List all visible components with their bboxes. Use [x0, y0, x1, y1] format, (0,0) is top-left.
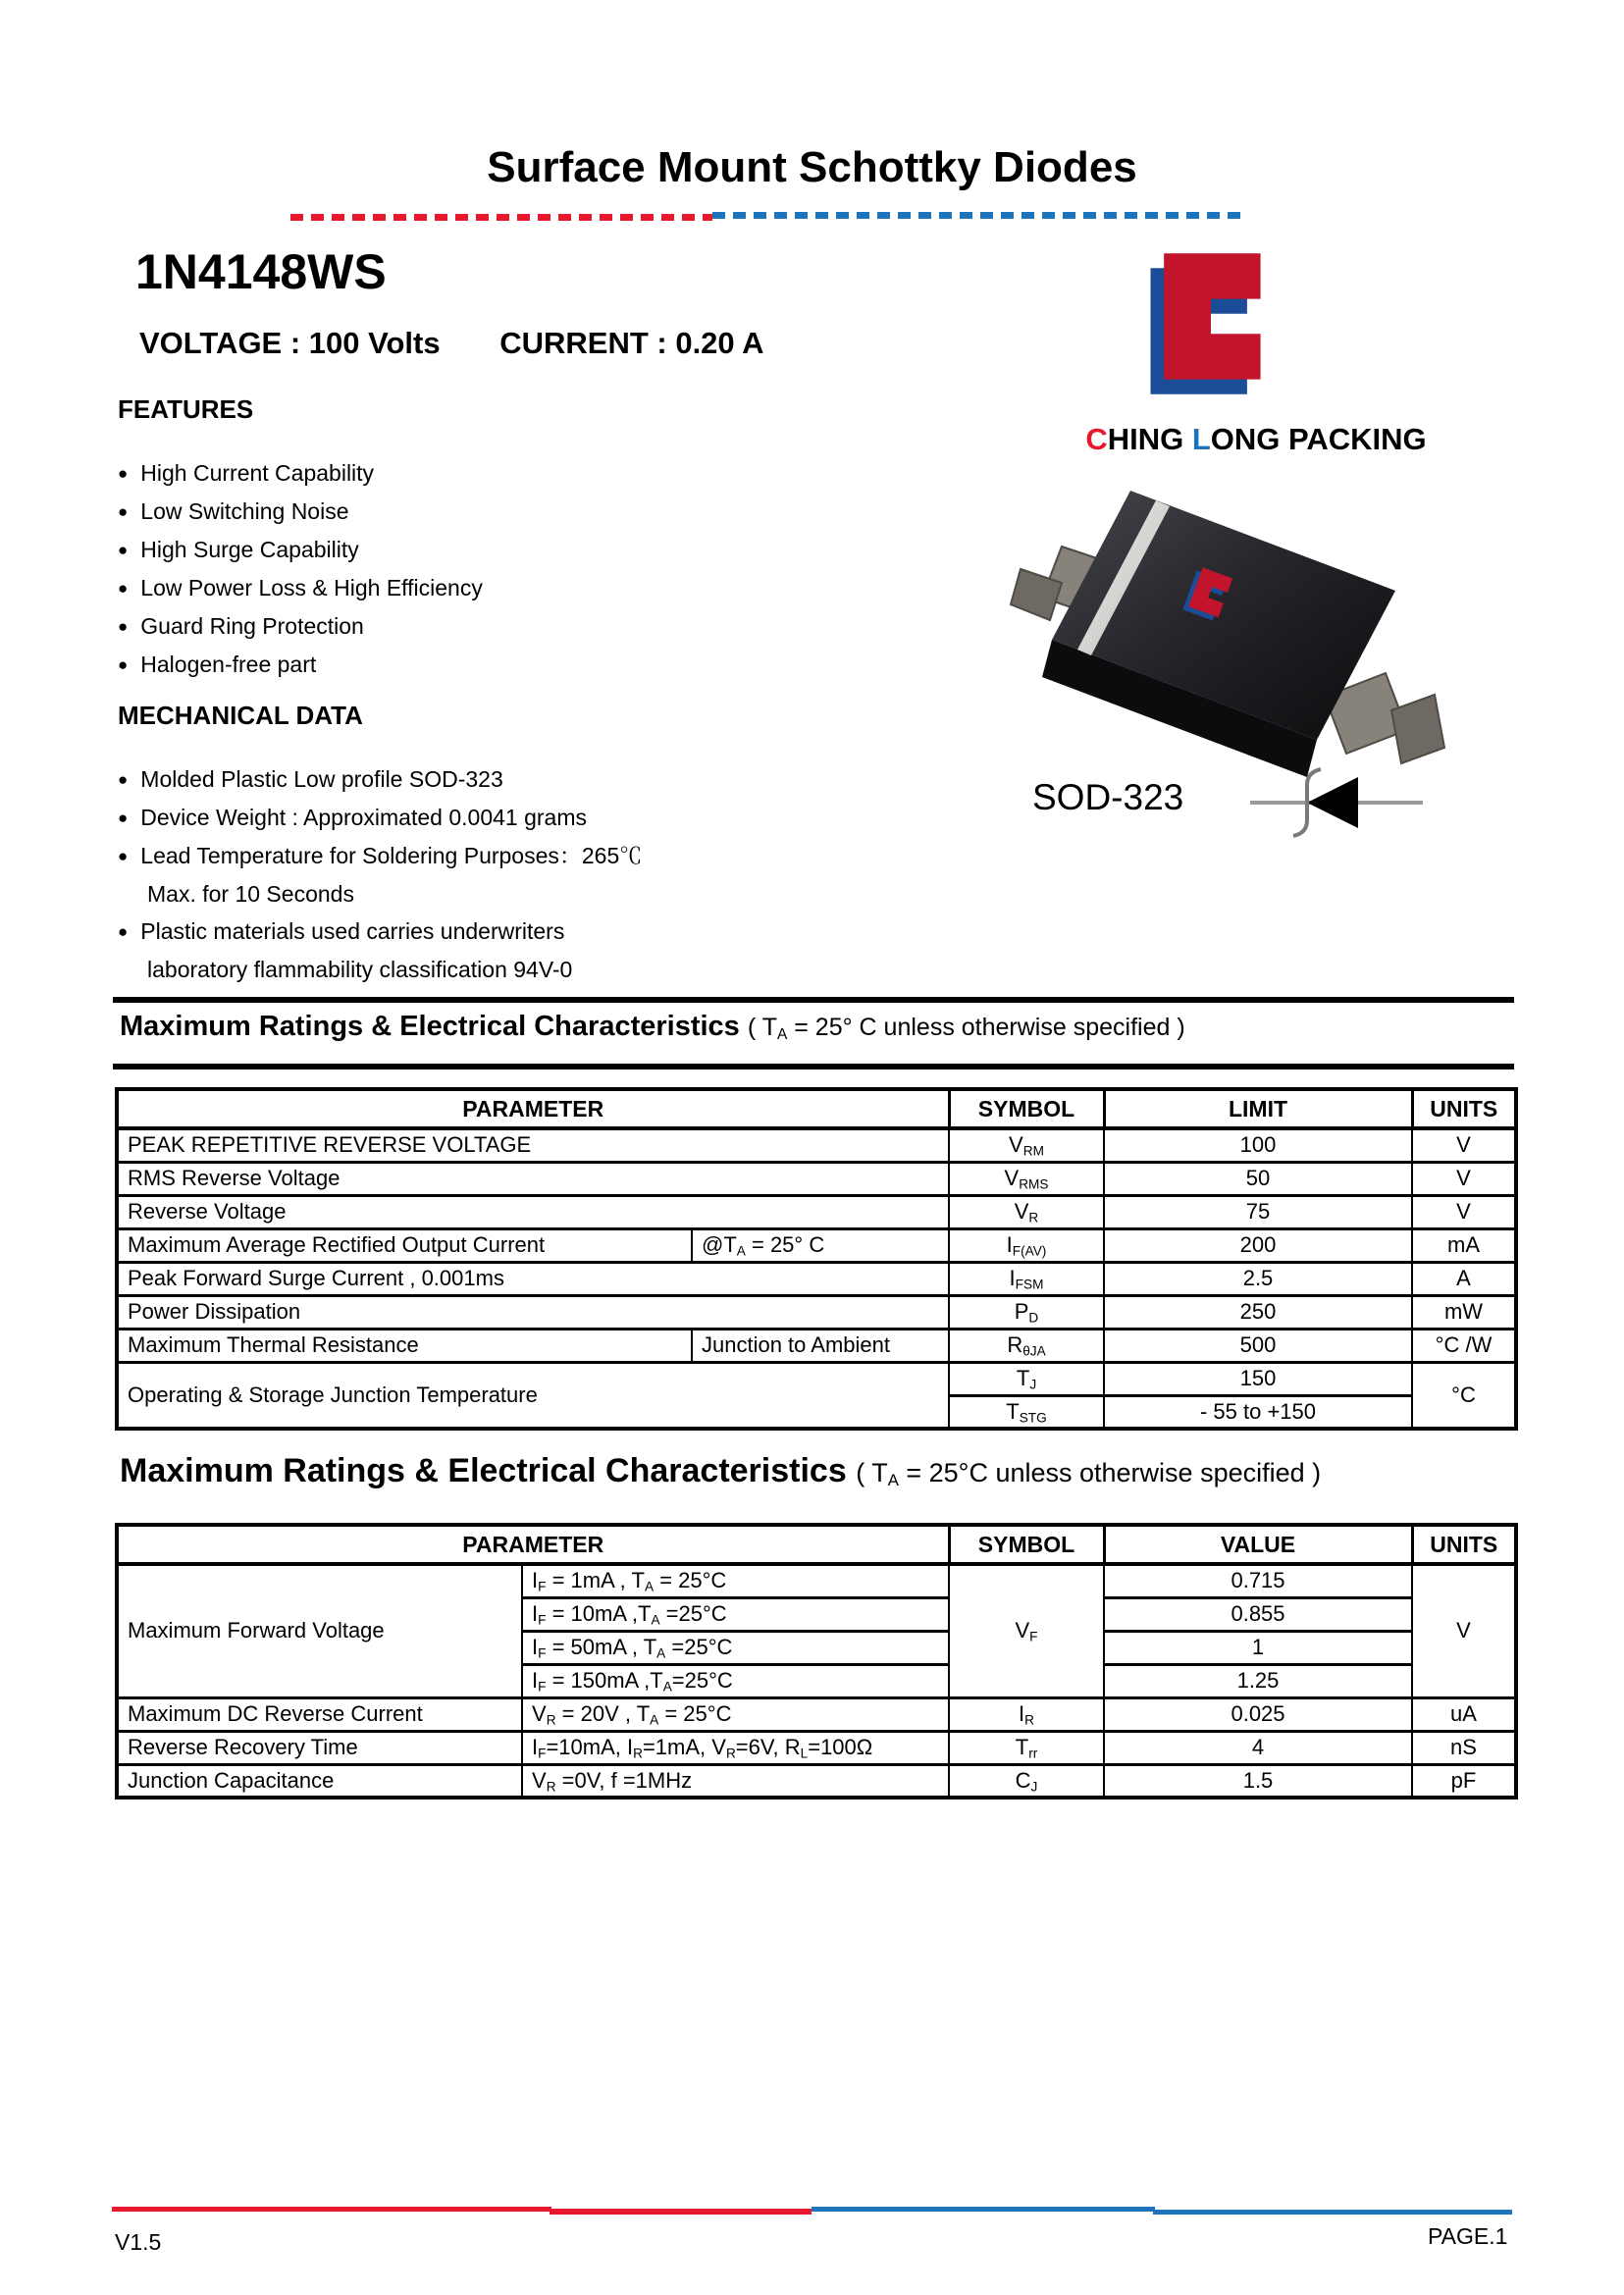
mechanical-title: MECHANICAL DATA	[118, 701, 363, 730]
units-cell: °C /W	[1412, 1329, 1516, 1362]
mechanical-item	[118, 837, 1001, 913]
col-header-units: UNITS	[1412, 1089, 1516, 1128]
features-list	[118, 454, 981, 684]
max-ratings-table	[115, 1087, 1514, 1431]
value-cell: 0.025	[1104, 1697, 1412, 1731]
footer-line-blue-step	[1153, 2210, 1512, 2215]
page-number: PAGE.1	[1428, 2223, 1508, 2249]
section2-title-text: Maximum Ratings & Electrical Characteristics	[120, 1452, 847, 1489]
brand-text-rest: ONG PACKING	[1210, 422, 1427, 456]
symbol-cell: $C_J$	[949, 1764, 1104, 1798]
mechanical-item-text: Lead Temperature for Soldering Purposes：265℃	[140, 843, 643, 868]
value-cell: 1.5	[1104, 1764, 1412, 1798]
footer-line-red	[112, 2207, 551, 2212]
symbol-cell: $P_D$	[949, 1295, 1104, 1329]
param-cell: Peak Forward Surge Current , 0.001ms	[117, 1262, 949, 1295]
feature-item: ● Guard Ring Protection	[118, 607, 981, 646]
brand-text: HING	[1107, 422, 1192, 456]
limit-cell: 2.5	[1104, 1262, 1412, 1295]
mechanical-item-cont: Max. for 10 Seconds	[147, 881, 354, 907]
symbol-cell: $T_{rr}$	[949, 1731, 1104, 1764]
logo-c-glyph	[1130, 241, 1291, 410]
units-cell: A	[1412, 1262, 1516, 1295]
param-cell: Maximum DC Reverse Current	[117, 1697, 522, 1731]
mechanical-data-section	[118, 701, 1001, 988]
table-row	[117, 1731, 1516, 1764]
param-cell: RMS Reverse Voltage	[117, 1162, 949, 1195]
underline-red-dashes	[290, 214, 712, 221]
schottky-diode-symbol-icon	[1248, 761, 1425, 848]
symbol-cell: $I_{F(AV)}$	[949, 1228, 1104, 1262]
param-cell: Maximum Thermal Resistance	[117, 1329, 692, 1362]
footer-line-red-step	[550, 2209, 812, 2215]
symbol-cell: $I_R$	[949, 1697, 1104, 1731]
units-cell: V	[1412, 1128, 1516, 1162]
section1-condition: ( $T_A = 25^\circ$ C unless otherwise specified )	[747, 1014, 1185, 1043]
brand-letter-c: C	[1085, 422, 1108, 456]
units-cell: uA	[1412, 1697, 1516, 1731]
units-cell: V	[1412, 1162, 1516, 1195]
limit-cell: 100	[1104, 1128, 1412, 1162]
table-header-row	[117, 1525, 1516, 1564]
symbol-cell: $V_F$	[949, 1564, 1104, 1697]
document-version: V1.5	[115, 2229, 162, 2255]
units-cell: mW	[1412, 1295, 1516, 1329]
section2-title	[120, 1452, 1321, 1490]
company-logo-icon	[1130, 241, 1291, 410]
brand-letter-l: L	[1191, 422, 1211, 456]
value-cell: 4	[1104, 1731, 1412, 1764]
table-row	[117, 1262, 1516, 1295]
package-name-label: SOD-323	[1032, 777, 1184, 817]
table-row	[117, 1195, 1516, 1228]
table-row	[117, 1564, 1516, 1597]
symbol-cell: $R_{\theta JA}$	[949, 1329, 1104, 1362]
value-cell: 0.715	[1104, 1564, 1412, 1597]
limit-cell: 200	[1104, 1228, 1412, 1262]
features-title: FEATURES	[118, 394, 254, 424]
param-cell: Junction Capacitance	[117, 1764, 522, 1798]
symbol-cell: $T_J$	[949, 1362, 1104, 1395]
condition-cell: $I_F=10mA$, $I_R=1mA$, $V_R=6V$, $R_L=100\Omega$	[522, 1731, 949, 1764]
col-header-limit: LIMIT	[1104, 1089, 1412, 1128]
condition-cell: Junction to Ambient	[692, 1329, 949, 1362]
feature-item: ● Low Power Loss & High Efficiency	[118, 569, 981, 607]
units-cell: V	[1412, 1564, 1516, 1697]
col-header-parameter: PARAMETER	[117, 1089, 949, 1128]
col-header-symbol: SYMBOL	[949, 1525, 1104, 1564]
voltage-rating: VOLTAGE : 100 Volts	[139, 326, 441, 360]
table-row	[117, 1162, 1516, 1195]
col-header-units: UNITS	[1412, 1525, 1516, 1564]
feature-item: ● Halogen-free part	[118, 646, 981, 684]
part-number: 1N4148WS	[135, 244, 387, 299]
electrical-characteristics-table	[115, 1523, 1514, 1799]
units-cell: V	[1412, 1195, 1516, 1228]
section2-condition: ( $T_A = 25^\circ C$ unless otherwise specified )	[856, 1458, 1322, 1490]
condition-cell: $I_F = 50mA$ , $T_A =25^\circ C$	[522, 1631, 949, 1664]
symbol-cell: $T_{STG}$	[949, 1395, 1104, 1429]
table-row	[117, 1362, 1516, 1395]
condition-cell: $V_R =0V$, f =1MHz	[522, 1764, 949, 1798]
mechanical-item-text: Plastic materials used carries underwriters	[140, 918, 565, 944]
condition-cell: $@T_A = 25^\circ$ C	[692, 1228, 949, 1262]
limit-cell: - 55 to +150	[1104, 1395, 1412, 1429]
feature-item: ● High Current Capability	[118, 454, 981, 493]
param-cell: Operating & Storage Junction Temperature	[117, 1362, 949, 1429]
mechanical-item-text: Molded Plastic Low profile SOD-323	[140, 766, 503, 792]
feature-item: ● Low Switching Noise	[118, 493, 981, 531]
symbol-cell: $I_{FSM}$	[949, 1262, 1104, 1295]
units-cell: nS	[1412, 1731, 1516, 1764]
current-rating: CURRENT : 0.20 A	[499, 326, 764, 360]
brand-name	[981, 422, 1531, 457]
units-cell: pF	[1412, 1764, 1516, 1798]
limit-cell: 75	[1104, 1195, 1412, 1228]
mechanical-list	[118, 760, 1001, 988]
package-photo	[1001, 453, 1452, 787]
section1-title	[120, 1011, 1185, 1043]
title-underline	[290, 212, 1247, 220]
symbol-cell: $V_{RM}$	[949, 1128, 1104, 1162]
underline-blue-dashes	[712, 212, 1247, 219]
units-cell: °C	[1412, 1362, 1516, 1429]
col-header-parameter: PARAMETER	[117, 1525, 949, 1564]
footer-line-blue	[812, 2207, 1155, 2212]
condition-cell: $I_F = 1mA$ , $T_A = 25^\circ C$	[522, 1564, 949, 1597]
feature-item: ● High Surge Capability	[118, 531, 981, 569]
value-cell: 1.25	[1104, 1664, 1412, 1697]
section-divider-bottom	[113, 1064, 1514, 1069]
limit-cell: 150	[1104, 1362, 1412, 1395]
mechanical-item	[118, 913, 1001, 988]
value-cell: 0.855	[1104, 1597, 1412, 1631]
param-cell: Reverse Voltage	[117, 1195, 949, 1228]
section-divider-top	[113, 997, 1514, 1003]
param-cell: Maximum Average Rectified Output Current	[117, 1228, 692, 1262]
table-header-row	[117, 1089, 1516, 1128]
table-row	[117, 1295, 1516, 1329]
mechanical-item	[118, 760, 1001, 799]
table-row	[117, 1228, 1516, 1262]
ratings-line	[139, 326, 764, 361]
limit-cell: 50	[1104, 1162, 1412, 1195]
units-cell: mA	[1412, 1228, 1516, 1262]
param-cell: Maximum Forward Voltage	[117, 1564, 522, 1697]
section1-title-text: Maximum Ratings & Electrical Characteristics	[120, 1011, 740, 1042]
condition-cell: $V_R = 20V$ , $T_A = 25^\circ C$	[522, 1697, 949, 1731]
table-row	[117, 1697, 1516, 1731]
condition-cell: $I_F = 150mA$ $,T_A=25^\circ C$	[522, 1664, 949, 1697]
param-cell: Reverse Recovery Time	[117, 1731, 522, 1764]
symbol-cell: $V_{RMS}$	[949, 1162, 1104, 1195]
condition-cell: $I_F = 10mA$ $,T_A =25^\circ C$	[522, 1597, 949, 1631]
param-cell: Power Dissipation	[117, 1295, 949, 1329]
table-row	[117, 1128, 1516, 1162]
mechanical-item	[118, 799, 1001, 837]
symbol-cell: $V_R$	[949, 1195, 1104, 1228]
mechanical-item-cont: laboratory flammability classification 94V-0	[147, 957, 573, 982]
col-header-value: VALUE	[1104, 1525, 1412, 1564]
value-cell: 1	[1104, 1631, 1412, 1664]
limit-cell: 250	[1104, 1295, 1412, 1329]
mechanical-item-text: Device Weight : Approximated 0.0041 grams	[140, 805, 587, 830]
col-header-symbol: SYMBOL	[949, 1089, 1104, 1128]
page-title: Surface Mount Schottky Diodes	[487, 143, 1137, 191]
features-section	[118, 394, 981, 684]
param-cell: PEAK REPETITIVE REVERSE VOLTAGE	[117, 1128, 949, 1162]
table-row	[117, 1764, 1516, 1798]
limit-cell: 500	[1104, 1329, 1412, 1362]
table-row	[117, 1329, 1516, 1362]
sod323-package-image	[1001, 453, 1452, 787]
